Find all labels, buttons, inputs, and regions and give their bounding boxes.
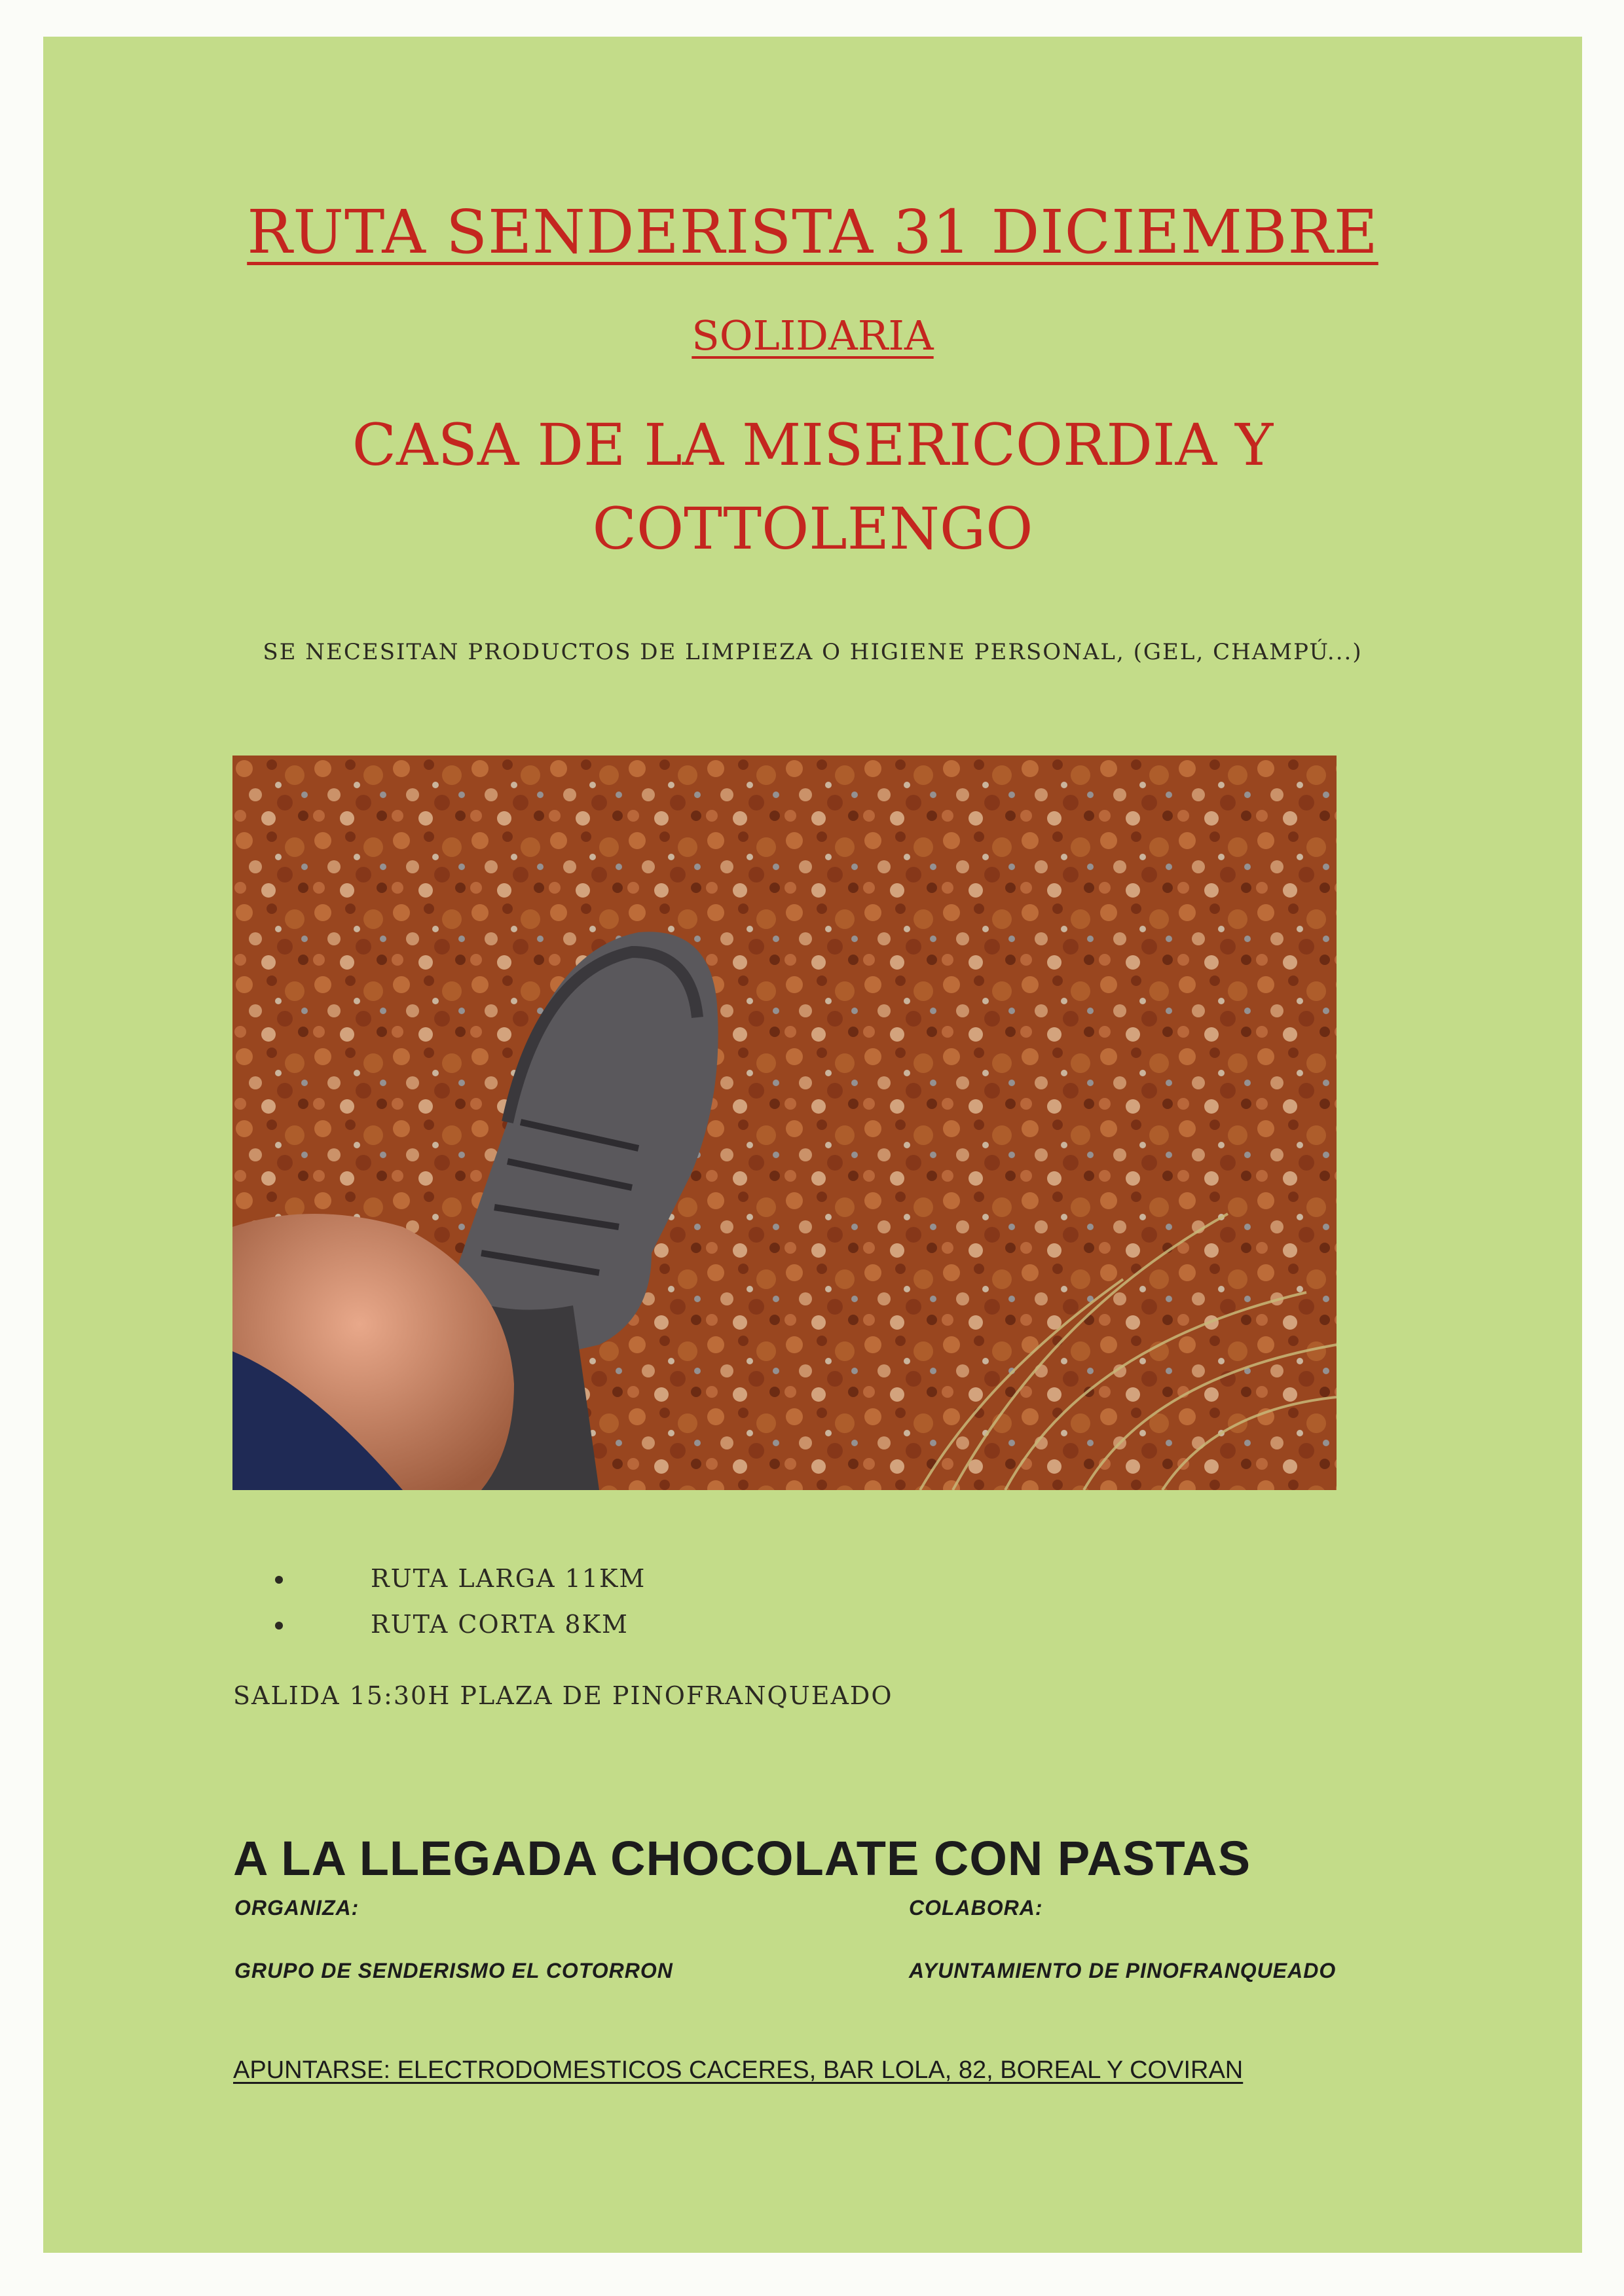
route-item-long [279,1556,646,1601]
beneficiary-line-2: COTTOLENGO [592,495,1033,562]
bullet-icon [275,1576,283,1584]
route-list [279,1556,646,1647]
poster-title: RUTA SENDERISTA 31 DICIEMBRE [247,197,1378,267]
departure-info: SALIDA 15:30H PLAZA DE PINOFRANQUEADO [233,1681,893,1710]
route-long-label: RUTA LARGA 11KM [371,1564,646,1593]
needs-text: SE NECESITAN PRODUCTOS DE LIMPIEZA O HIGIENE PERSONAL, (GEL, CHAMPÚ...) [263,639,1363,665]
colabora-label: COLABORA: [909,1896,1043,1920]
route-short-label: RUTA CORTA 8KM [371,1610,629,1639]
beneficiary-heading [141,403,1484,571]
hiking-boot-photo [232,756,1337,1490]
bullet-icon [275,1622,283,1630]
arrival-heading: A LA LLEGADA CHOCOLATE CON PASTAS [233,1831,1251,1886]
colabora-value: AYUNTAMIENTO DE PINOFRANQUEADO [909,1959,1337,1982]
organiza-label: ORGANIZA: [234,1896,360,1920]
organiza-value: GRUPO DE SENDERISMO EL COTORRON [234,1959,673,1982]
poster-subtitle: SOLIDARIA [692,312,934,359]
beneficiary-line-1: CASA DE LA MISERICORDIA Y [352,411,1274,479]
poster-sheet [43,37,1582,2253]
signup-info: APUNTARSE: ELECTRODOMESTICOS CACERES, BAR LOLA, 82, BOREAL Y COVIRAN [233,2056,1244,2084]
route-item-short [279,1601,646,1647]
